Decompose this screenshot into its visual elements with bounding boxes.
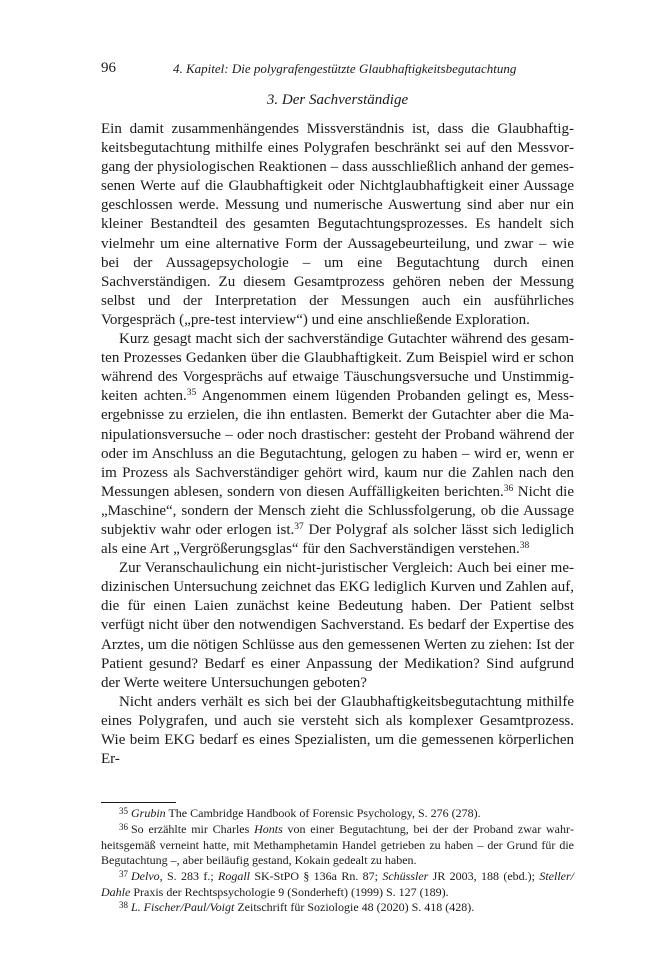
paragraph: Zur Veranschaulichung ein nicht-juristischer Vergleich: Auch bei einer medizinischen Untersuchung zeichnet das EKG lediglich Kurven und Zahlen auf, die für einen Laien zunächst keine Bedeutung haben. Der Patient selbst verfügt nicht über den notwendigen Sachverstand. Es bedarf der Expertise des Arztes, um die nötigen Schlüsse aus den gemessenen Werten zu ziehen: Ist der Patient gesund? Bedarf es einer Anpassung der Medikation? Sind aufgrund der Werte weitere Untersuchungen geboten? xyxy=(101,560,574,691)
footnote xyxy=(101,900,574,916)
body-text xyxy=(101,120,574,769)
footnote xyxy=(101,822,574,869)
running-head: 4. Kapitel: Die polygrafengestützte Glaubhaftigkeitsbegutachtung xyxy=(173,61,517,76)
footnote-text: So erzählte mir Charles xyxy=(131,821,255,836)
footnote-text: SK-StPO § 136a Rn. 87; xyxy=(250,869,383,883)
footnote-text: , S. 283 f.; xyxy=(159,869,218,883)
section-title: 3. Der Sachverständige xyxy=(266,92,409,108)
footnote-author: L. Fischer/Paul/Voigt xyxy=(131,900,235,915)
paragraph-text: Nicht die „Maschine“, sondern der Mensch zieht die Schlussfolgerung, ob die Aussage subjektiv wahr oder erlogen ist. xyxy=(101,483,574,538)
footnote-author: Rogall xyxy=(218,869,250,883)
paragraph-text: Der Polygraf als solcher lässt sich lediglich als eine Art „Vergrößerungsglas“ für den Sachverständigen verstehen. xyxy=(101,521,575,558)
footnote-number: 37 xyxy=(119,869,128,879)
paragraph-text: Angenommen einem lügenden Probanden gelingt es, Messergebnisse zu erzielen, die ihn entlasten. Bemerkt der Gutachter aber die Manipulationsversuche – oder noch drastischer: gesteht der Proband während der oder im Anschluss an die Begutachtung, gelogen zu haben – wird er, wenn er im Prozess als Sachverständiger gehört wird, kaum nur die Zahlen nach den Messungen ablesen, sondern von diesen Auffälligkeiten berichten. xyxy=(101,388,574,500)
footnote-author: Steller/ Dahle xyxy=(101,869,574,899)
footnote xyxy=(101,806,574,822)
footnote-number: 36 xyxy=(119,821,128,832)
footnote-author: Grubin xyxy=(131,806,166,821)
footnote-author: Delvo xyxy=(131,869,160,883)
page-header xyxy=(101,58,574,80)
footnote-reference: 37 xyxy=(294,521,304,532)
footnote-reference: 38 xyxy=(519,541,530,552)
footnote-text: von einer Begutachtung, bei der der Proband zwar wahrheitsgemäß verneint hatte, mit Methamphetamin Handel getrieben zu haben – der Grund für die Begutachtung –, aber beiläufig gestand, Kokain gedealt zu haben. xyxy=(101,821,574,868)
footnote-text: Zeitschrift für Soziologie 48 (2020) S. 418 (428). xyxy=(234,900,475,915)
footnote xyxy=(101,869,574,900)
footnote-text: The Cambridge Handbook of Forensic Psychology, S. 276 (278). xyxy=(165,806,481,821)
footnote-author: Schüssler xyxy=(382,869,429,883)
paragraph: Nicht anders verhält es sich bei der Glaubhaftigkeitsbegutachtung mithilfe eines Polygrafen, und auch sie versteht sich als komplexer Gesamtprozess. Wie beim EKG bedarf es eines Spezialisten, um die gemessenen körperlichen Er- xyxy=(101,693,574,768)
footnotes xyxy=(101,806,574,916)
footnote-text: Praxis der Rechtspsychologie 9 (Sonderheft) (1999) S. 127 (189). xyxy=(130,884,449,899)
footnote-reference: 35 xyxy=(186,388,197,399)
paragraph-text: Kurz gesagt macht sich der sachverständige Gutachter während des gesamten Prozesses Gedanken über die Glaubhaftigkeit. Zum Beispiel wird er schon während des Vorgesprächs auf etwaige Täuschungsversuche und Unstimmigkeiten achten. xyxy=(101,331,574,405)
footnote-number: 35 xyxy=(119,806,128,817)
footnote-reference: 36 xyxy=(503,483,514,494)
footnote-number: 38 xyxy=(119,900,128,911)
footnote-divider xyxy=(101,802,176,803)
paragraph xyxy=(101,330,574,559)
footnote-text: JR 2003, 188 (ebd.); xyxy=(428,869,540,883)
page-number: 96 xyxy=(101,60,116,76)
book-page xyxy=(101,58,574,916)
footnote-author: Honts xyxy=(254,821,283,836)
paragraph: Ein damit zusammenhängendes Missverständnis ist, dass die Glaubhaftigkeitsbegutachtung mithilfe eines Polygrafen beschränkt sei auf den Messvorgang der physiologischen Reaktionen – dass ausschließlich anhand der gemessenen Werte auf die Glaubhaftigkeit oder Nichtglaubhaftigkeit einer Aussage geschlossen werde. Messung und numerische Auswertung sind aber nur ein kleiner Bestandteil des gesamten Begutachtungsprozesses. Es handelt sich vielmehr um eine alternative Form der Aussagebeurteilung, und zwar – wie bei der Aussagepsychologie – um eine Begutachtung durch einen Sachverständigen. Zu diesem Gesamtprozess gehören neben der Messung selbst und der Interpretation der Messungen auch ein ausführliches Vorgespräch („pre-test interview“) und eine anschließende Exploration. xyxy=(101,121,574,328)
